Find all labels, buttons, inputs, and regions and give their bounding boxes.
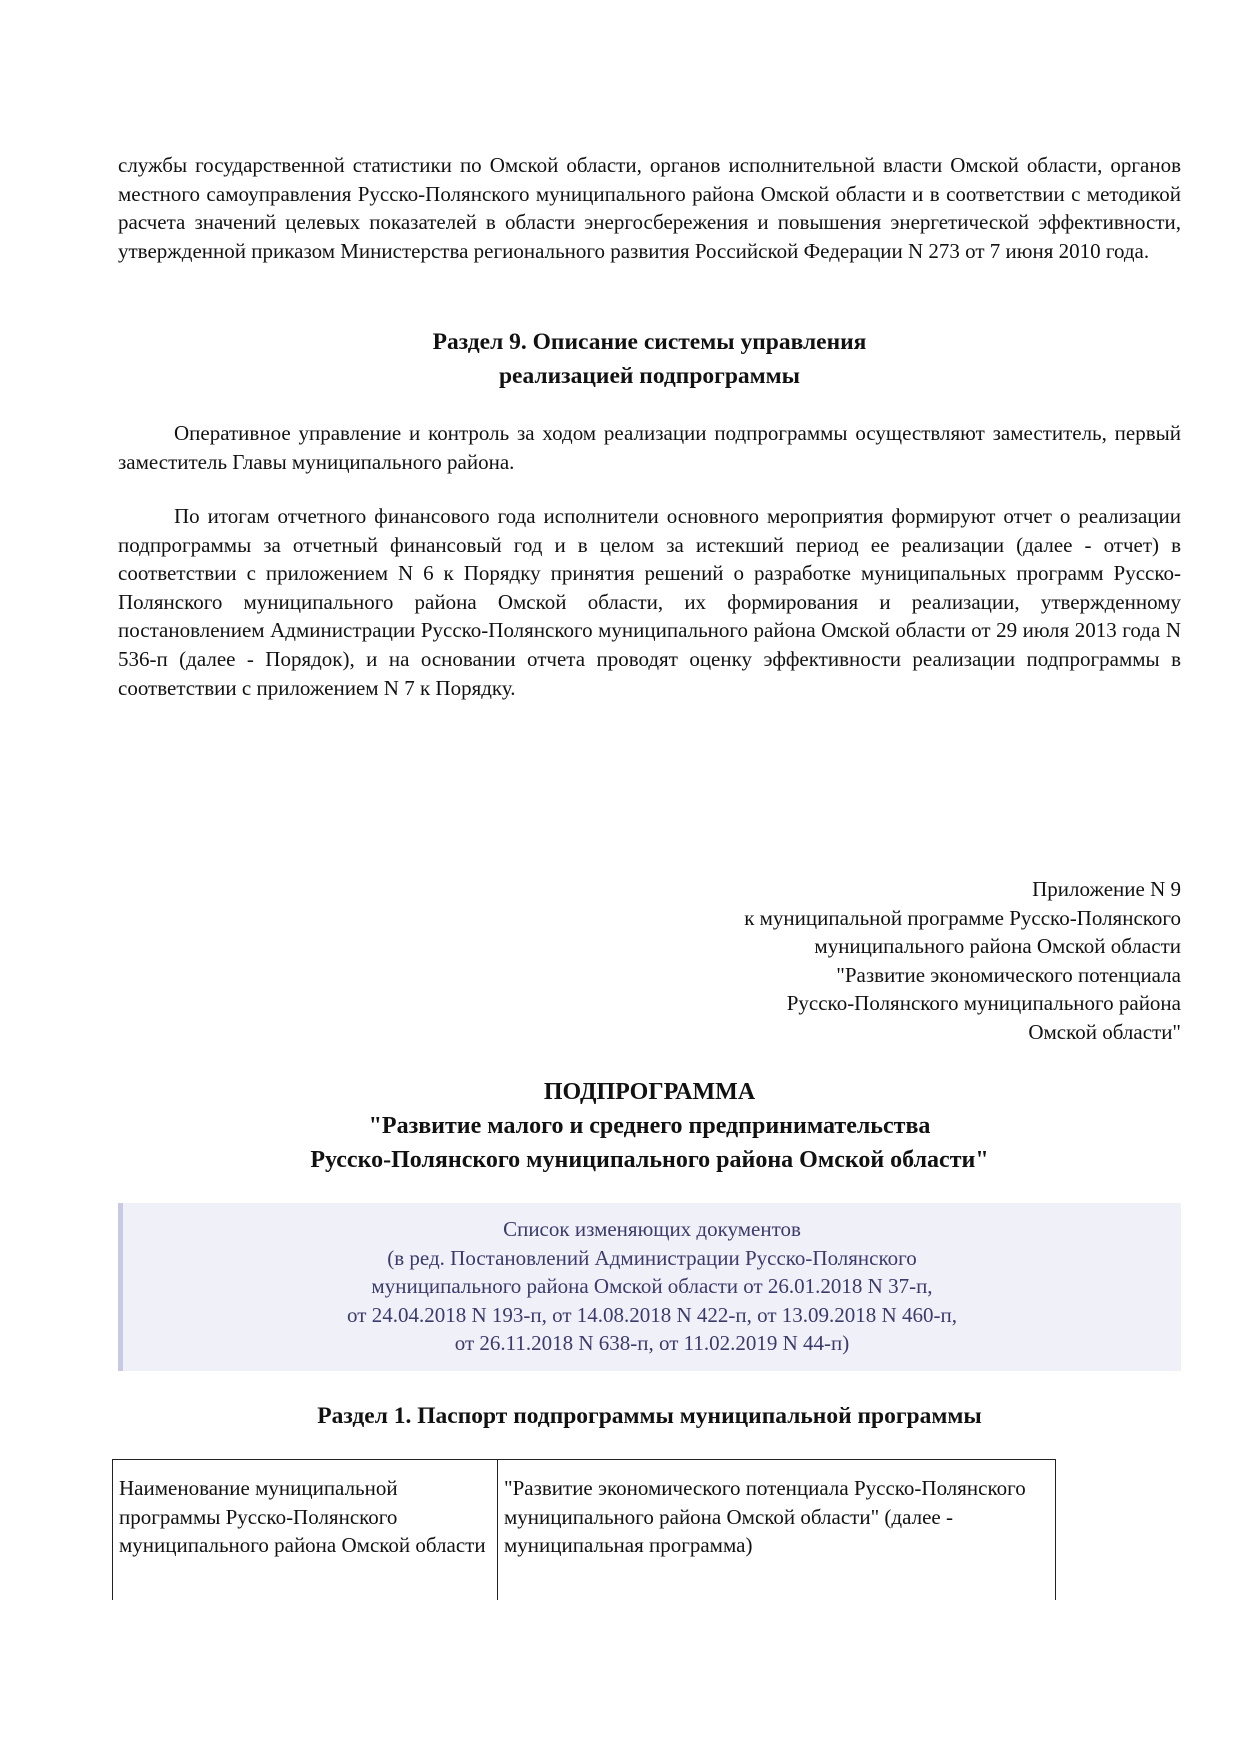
subprogram-heading	[118, 1075, 1181, 1177]
table-cell-value: "Развитие экономического потенциала Русско-Полянского муниципального района Омской области" (далее - муниципальная программа)	[498, 1460, 1056, 1601]
appendix-line: муниципального района Омской области	[814, 934, 1181, 959]
amendments-line: (в ред. Постановлений Администрации Русско-Полянского	[387, 1245, 917, 1270]
table-row	[113, 1460, 1056, 1601]
amendments-line: муниципального района Омской области от 26.01.2018 N 37-п,	[371, 1274, 933, 1299]
amendments-line: от 26.11.2018 N 638-п, от 11.02.2019 N 44-п)	[454, 1331, 850, 1356]
amendments-line: Список изменяющих документов	[503, 1217, 801, 1241]
appendix-note	[118, 875, 1181, 1047]
section9-heading	[118, 325, 1181, 393]
subprogram-name-line1: "Развитие малого и среднего предпринимательства	[368, 1113, 931, 1139]
appendix-line: Омской области"	[1028, 1019, 1181, 1044]
appendix-line: "Развитие экономического потенциала	[836, 962, 1181, 987]
subprogram-title: ПОДПРОГРАММА	[543, 1079, 756, 1105]
amendments-box	[118, 1203, 1181, 1371]
section1-title: Раздел 1. Паспорт подпрограммы муниципальной программы	[317, 1403, 982, 1429]
section9-title-line1: Раздел 9. Описание системы управления	[432, 329, 867, 355]
subprogram-name-line2: Русско-Полянского муниципального района Омской области"	[310, 1147, 989, 1173]
intro-paragraph: службы государственной статистики по Омской области, органов исполнительной власти Омской области, органов местного самоуправления Русско-Полянского муниципального района Омской области и в соответствии с методикой расчета значений целевых показателей в области энергосбережения и повышения энергетической эффективности, утвержденной приказом Министерства регионального развития Российской Федерации N 273 от 7 июня 2010 года.	[118, 153, 1181, 263]
section9-title-line2: реализацией подпрограммы	[498, 363, 800, 389]
appendix-line: к муниципальной программе Русско-Полянского	[744, 905, 1181, 930]
section9-paragraph1: Оперативное управление и контроль за ходом реализации подпрограммы осуществляют заместитель, первый заместитель Главы муниципального района.	[118, 421, 1181, 474]
appendix-line: Приложение N 9	[1032, 877, 1181, 901]
amendments-line: от 24.04.2018 N 193-п, от 14.08.2018 N 422-п, от 13.09.2018 N 460-п,	[347, 1302, 957, 1327]
appendix-line: Русско-Полянского муниципального района	[786, 991, 1181, 1016]
passport-table	[112, 1459, 1056, 1600]
table-cell-label: Наименование муниципальной программы Русско-Полянского муниципального района Омской области	[113, 1460, 498, 1601]
section9-paragraph2: По итогам отчетного финансового года исполнители основного мероприятия формируют отчет о реализации подпрограммы за отчетный финансовый год и в целом за истекший период ее реализации (далее - отчет) в соответствии с приложением N 6 к Порядку принятия решений о разработке муниципальных программ Русско-Полянского муниципального района Омской области, их формирования и реализации, утвержденному постановлением Администрации Русско-Полянского муниципального района Омской области от 29 июля 2013 года N 536-п (далее - Порядок), и на основании отчета проводят оценку эффективности реализации подпрограммы в соответствии с приложением N 7 к Порядку.	[118, 504, 1181, 700]
